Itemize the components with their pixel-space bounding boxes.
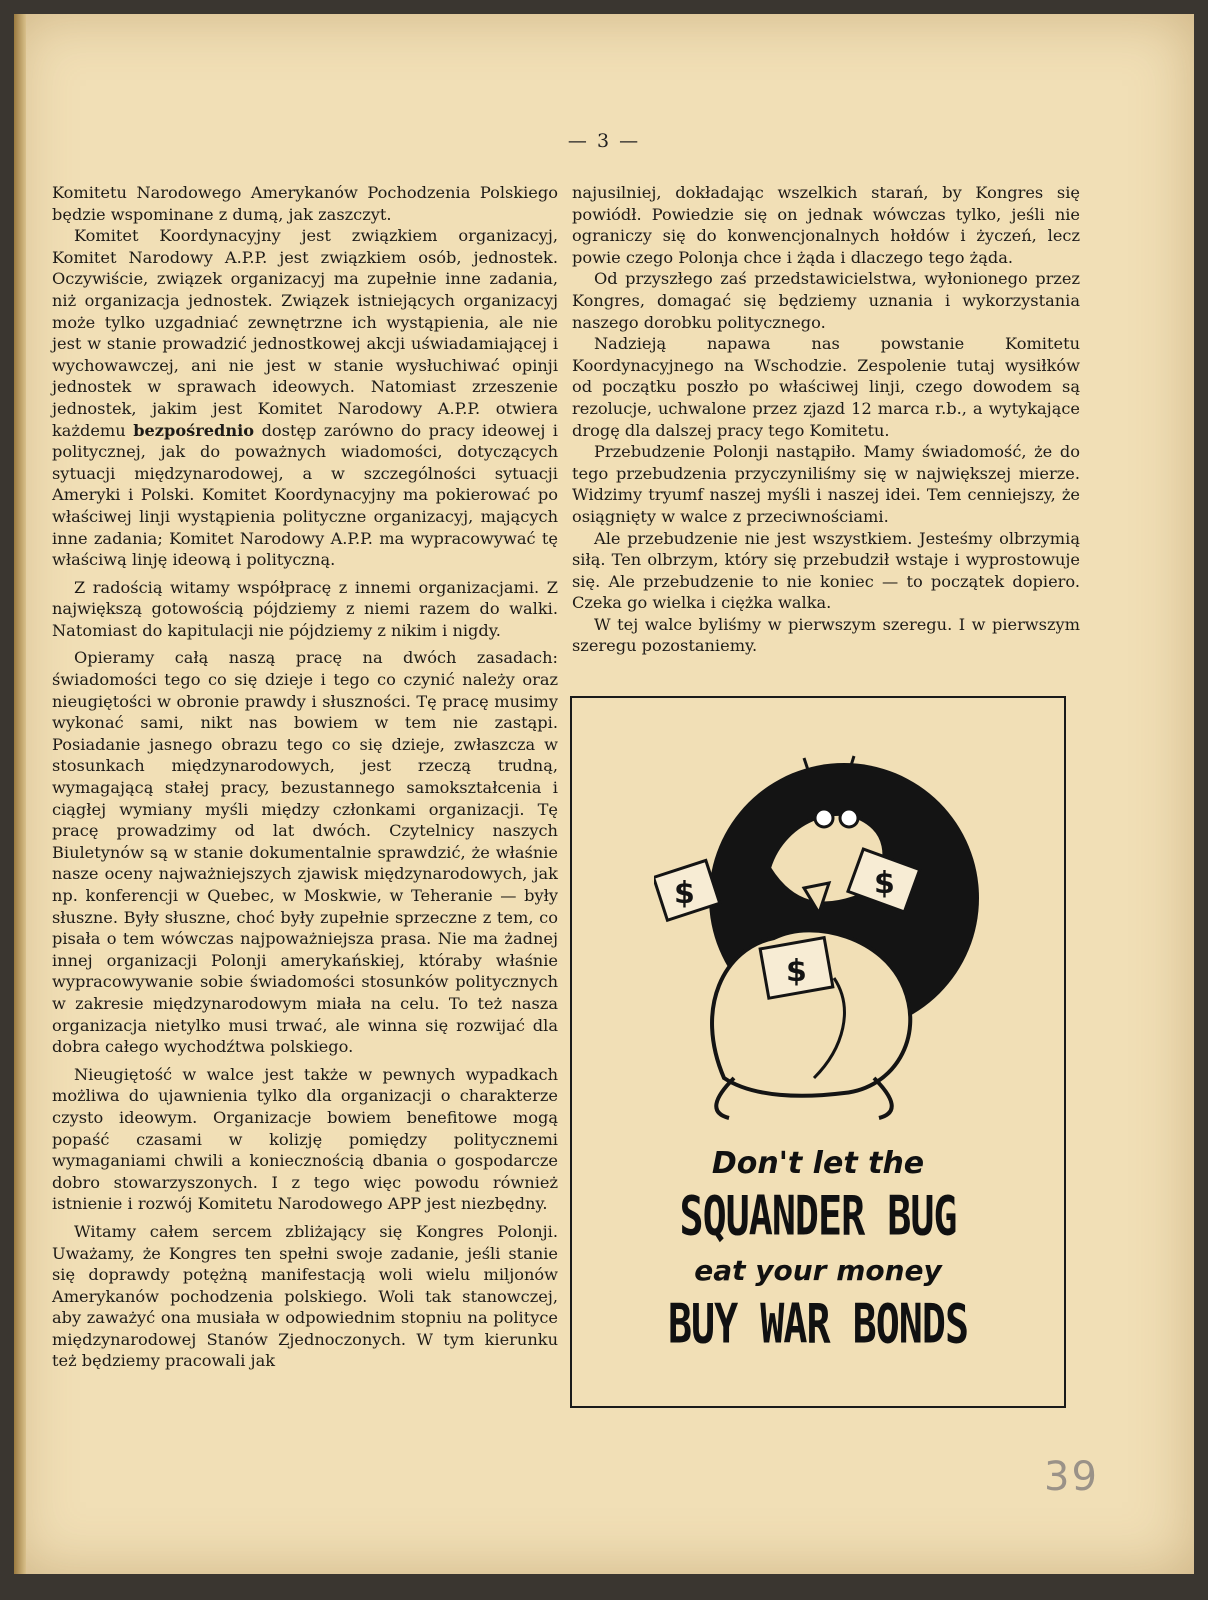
ad-headline-4: BUY WAR BONDS — [667, 1293, 969, 1357]
left-paragraph-1: Komitetu Narodowego Amerykanów Pochodzenia Polskiego będzie wspominane z dumą, jak zaszczyt. — [52, 183, 558, 224]
ad-headline-2: SQUANDER BUG — [679, 1185, 957, 1249]
war-bonds-advertisement — [570, 696, 1066, 1408]
ad-headline-1: Don't let the — [711, 1146, 925, 1181]
dollar-sign-3: $ — [786, 954, 807, 989]
page-number: — 3 — — [567, 130, 641, 152]
left-paragraph-4: Opieramy całą naszą pracę na dwóch zasadach: świadomości tego co się dzieje i tego co czynić należy oraz nieugiętości w obronie prawdy i słuszności. Tę pracę musimy wykonać sami, nikt nas bowiem w tem nie zastąpi. Posiadanie jasnego obrazu tego co się dzieje, zwłaszcza w stosunkach międzynarodowych, jest rzeczą trudną, wymagającą stałej pracy, bezustannego samokształcenia i ciągłej wymiany myśli między członkami organizacji. Tę pracę prowadzimy od lat dwóch. Czytelnicy naszych Biuletynów są w stanie dokumentalnie sprawdzić, że właśnie nasze oceny najważniejszych zjawisk międzynarodowych, jak np. konferencji w Quebec, w Moskwie, w Teheranie — były słuszne. Były słuszne, choć były zupełnie sprzeczne z tem, co pisała o tem wówczas najpoważniejsza prasa. Nie ma żadnej innej organizacji Polonji amerykańskiej, któraby właśnie wypracowywanie sobie świadomości stosunków politycznych w zakresie międzynarodowym miała na celu. To też nasza organizacja nietylko musi trwać, ale winna się rozwijać dla dobra całego wychodźtwa polskiego. — [52, 648, 558, 1057]
bold-word: bezpośrednio — [133, 420, 255, 440]
left-paragraph-3: Z radością witamy współpracę z innemi organizacjami. Z największą gotowością pójdziemy z niemi razem do walki. Natomiast do kapitulacji nie pójdziemy z nikim i nigdy. — [52, 577, 558, 640]
ad-headline-3: eat your money — [694, 1254, 942, 1287]
dollar-sign-2: $ — [874, 866, 895, 901]
right-column — [572, 182, 1080, 657]
document-page — [14, 14, 1194, 1574]
left-paragraph-5: Nieugiętość w walce jest także w pewnych wypadkach możliwa do ujawnienia tylko dla organizacji o charakterze czysto ideowym. Organizacje bowiem benefitowe mogą popaść czasami w kolizję pomiędzy politycznemi wymaganiami chwili a koniecznością dbania o gospodarcze dobro stowarzyszonych. I z tego więc powodu również istnienie i rozwój Komitetu Narodowego APP jest niezbędny. — [52, 1064, 558, 1214]
right-paragraph-6: W tej walce byliśmy w pierwszym szeregu. I w pierwszym szeregu pozostaniemy. — [572, 614, 1080, 656]
right-paragraph-3: Nadzieją napawa nas powstanie Komitetu Koordynacyjnego na Wschodzie. Zespolenie tutaj wysiłków od początku poszło po właściwej linji, czego dowodem są rezolucje, uchwalone przez zjazd 12 marca r.b., a wytykające drogę dla dalszej pracy tego Komitetu. — [572, 334, 1080, 440]
squander-bug-cartoon — [654, 748, 984, 1128]
right-paragraph-2: Od przyszłego zaś przedstawicielstwa, wyłonionego przez Kongres, domagać się będziemy uznania i wykorzystania naszego dorobku politycznego. — [572, 269, 1080, 332]
left-column — [52, 182, 558, 1372]
right-paragraph-5: Ale przebudzenie nie jest wszystkiem. Jesteśmy olbrzymią siłą. Ten olbrzym, który się przebudził wstaje i wyprostowuje się. Ale przebudzenie to nie koniec — to początek dopiero. Czeka go wielka i ciężka walka. — [572, 528, 1080, 613]
right-paragraph-1: najusilniej, dokładając wszelkich starań, by Kongres się powiódł. Powiedzie się on jednak wówczas tylko, jeśli nie ograniczy się do konwencjonalnych hołdów i życzeń, lecz powie czego Polonja chce i żąda i dlaczego tego żąda. — [572, 183, 1080, 267]
right-paragraph-4: Przebudzenie Polonji nastąpiło. Mamy świadomość, że do tego przebudzenia przyczyniliśmy się w największej mierze. Widzimy tryumf naszej myśli i naszej idei. Tem cenniejszy, że osiągnięty w walce z przeciwnościami. — [572, 442, 1080, 526]
left-paragraph-2: Komitet Koordynacyjny jest związkiem organizacyj, Komitet Narodowy A.P.P. jest związkiem osób, jednostek. Oczywiście, związek organizacyj ma zupełnie inne zadania, niż organizacja jednostek. Związek istniejących organizacyj może tylko uzgadniać zewnętrzne ich wystąpienia, ale nie jest w stanie prowadzić jednostkowej akcji uświadamiającej i wychowawczej, ani nie jest w stanie wysłuchiwać opinji jednostek w sprawach ideowych. Natomiast zrzeszenie jednostek, jakim jest Komitet Narodowy A.P.P. otwiera każdemu bezpośrednio dostęp zarówno do pracy ideowej i politycznej, jak do poważnych wiadomości, dotyczących sytuacji międzynarodowej, a w szczególności sytuacji Ameryki i Polski. Komitet Koordynacyjny ma pokierować po właściwej linji wystąpienia polityczne organizacyj, mających inne zadania; Komitet Narodowy A.P.P. ma wypracowywać tę właściwą linję ideową i polityczną. — [52, 226, 558, 570]
binding-edge — [14, 14, 26, 1574]
handwritten-page-number: 39 — [1044, 1454, 1099, 1500]
dollar-sign-1: $ — [674, 876, 695, 911]
left-paragraph-6: Witamy całem sercem zbliżający się Kongres Polonji. Uważamy, że Kongres ten spełni swoje zadanie, jeśli stanie się doprawdy potężną manifestacją woli wielu miljonów Amerykanów pochodzenia polskiego. Woli tak stanowczej, aby zaważyć ona musiała w odpowiednim stopniu na polityce międzynarodowej Stanów Zjednoczonych. W tym kierunku też będziemy pracowali jak — [52, 1221, 558, 1371]
